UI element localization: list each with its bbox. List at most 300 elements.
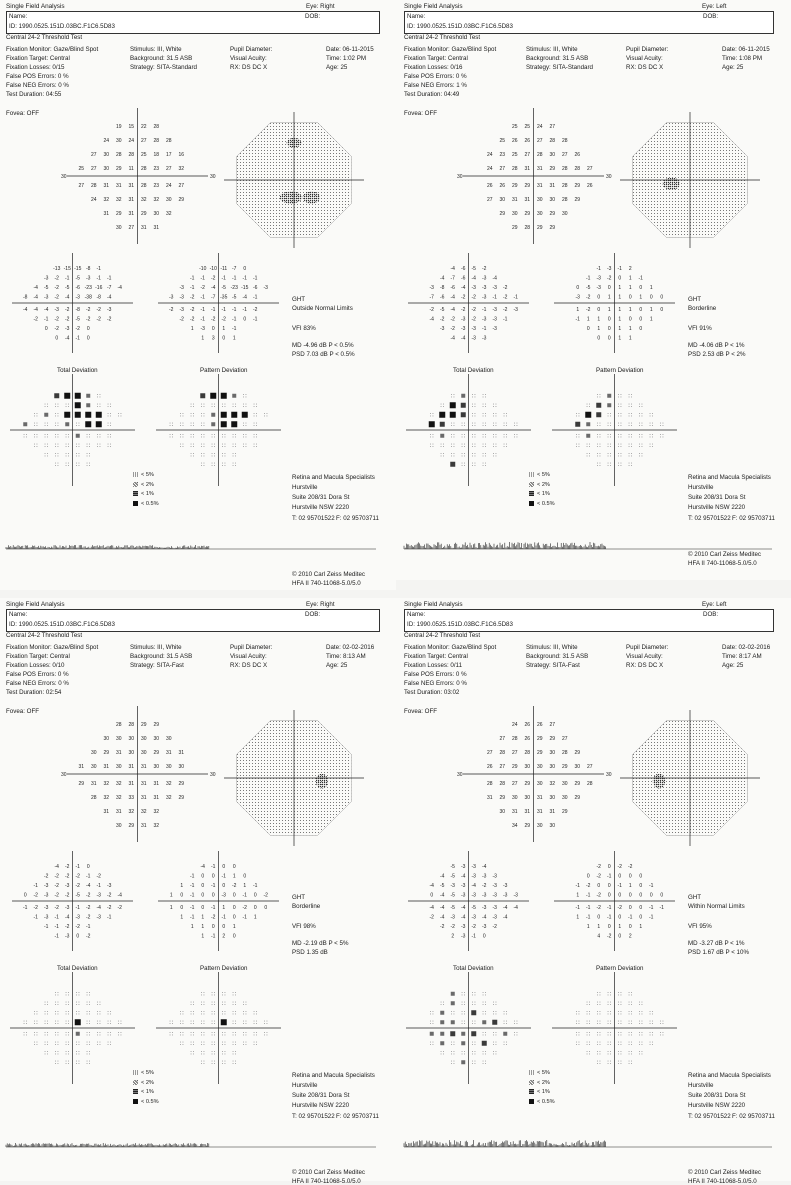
strategy: Strategy: SITA-Standard bbox=[130, 64, 197, 71]
grid-value: 31 bbox=[115, 183, 122, 190]
probability-symbol bbox=[461, 1032, 465, 1036]
probability-symbol bbox=[430, 434, 433, 437]
grid-value: -4 bbox=[471, 883, 476, 890]
grid-value: 26 bbox=[511, 138, 518, 145]
probability-symbol bbox=[608, 434, 611, 437]
grid-value: 30 bbox=[536, 211, 543, 218]
grid-value: -1 bbox=[96, 275, 101, 282]
legend-label: < 2% bbox=[141, 481, 154, 488]
grid-value: 1 bbox=[201, 924, 205, 931]
probability-symbol bbox=[97, 1032, 100, 1035]
fixation-monitor: Fixation Monitor: Gaze/Blind Spot bbox=[404, 644, 497, 651]
grid-value: 30 bbox=[499, 809, 506, 816]
grid-value: 30 bbox=[549, 795, 556, 802]
legend-label: < 0.5% bbox=[141, 1098, 159, 1105]
grid-value: -8 bbox=[75, 307, 80, 314]
probability-symbol bbox=[45, 404, 48, 407]
probability-symbol bbox=[76, 453, 79, 456]
grid-value: 27 bbox=[561, 152, 568, 159]
grid-value: 1 bbox=[618, 294, 622, 301]
probability-symbol bbox=[597, 1002, 600, 1005]
grid-value: -1 bbox=[253, 883, 258, 890]
grid-value: 1 bbox=[586, 316, 590, 323]
probability-symbol bbox=[76, 1051, 79, 1054]
probability-symbol bbox=[64, 393, 70, 399]
pattern-deviation-map bbox=[547, 970, 682, 1086]
grid-value: -2 bbox=[242, 905, 247, 912]
probability-symbol bbox=[493, 453, 496, 456]
grid-value: 28 bbox=[128, 722, 135, 729]
clinic-line: Retina and Macula Specialists bbox=[688, 474, 771, 481]
copyright: © 2010 Carl Zeiss Meditec bbox=[688, 1169, 761, 1176]
legend-item bbox=[529, 1089, 550, 1095]
probability-symbol bbox=[461, 403, 466, 408]
probability-symbol bbox=[66, 1061, 69, 1064]
grid-value: -4 bbox=[440, 892, 445, 899]
grid-value: -4 bbox=[440, 275, 445, 282]
probability-symbol bbox=[472, 394, 475, 397]
grid-value: -2 bbox=[503, 294, 508, 301]
grid-value: 31 bbox=[511, 197, 518, 204]
grid-value: 31 bbox=[153, 795, 160, 802]
grid-value: 0 bbox=[243, 266, 247, 273]
grid-value: -4 bbox=[503, 905, 508, 912]
grid-value: 31 bbox=[486, 795, 493, 802]
grid-value: -1 bbox=[607, 873, 612, 880]
grid-value: 28 bbox=[536, 152, 543, 159]
grid-value: -3 bbox=[450, 883, 455, 890]
test-duration: Test Duration: 04:55 bbox=[6, 91, 62, 98]
grid-value: -3 bbox=[263, 285, 268, 292]
grid-value: -8 bbox=[86, 266, 91, 273]
grid-value: 26 bbox=[499, 183, 506, 190]
grid-value: -4 bbox=[513, 905, 518, 912]
grid-value: -1 bbox=[33, 883, 38, 890]
grid-value: -2 bbox=[86, 307, 91, 314]
grid-value: -2 bbox=[190, 294, 195, 301]
grid-value: 0 bbox=[628, 294, 632, 301]
grid-value: -4 bbox=[65, 294, 70, 301]
grid-value: 0 bbox=[639, 873, 643, 880]
legend-symbol-icon bbox=[133, 491, 138, 496]
grid-value: 30 bbox=[536, 823, 543, 830]
probability-symbol bbox=[650, 1011, 653, 1014]
grid-value: 28 bbox=[499, 781, 506, 788]
probability-symbol bbox=[450, 462, 455, 467]
patient-id-box bbox=[404, 609, 774, 632]
legend-symbol-icon bbox=[133, 501, 138, 506]
probability-symbol bbox=[55, 1032, 58, 1035]
grid-value: 0 bbox=[482, 933, 486, 940]
grid-value: -2 bbox=[232, 883, 237, 890]
grid-value: 28 bbox=[586, 781, 593, 788]
grid-value: -3 bbox=[492, 883, 497, 890]
probability-symbol bbox=[451, 444, 454, 447]
grid-value: -1 bbox=[503, 316, 508, 323]
probability-symbol bbox=[504, 423, 507, 426]
probability-symbol bbox=[472, 463, 475, 466]
probability-symbol bbox=[221, 412, 227, 418]
grid-value: 1 bbox=[222, 326, 226, 333]
grid-value: -5 bbox=[450, 892, 455, 899]
grid-value: -4 bbox=[429, 905, 434, 912]
total-deviation-grid bbox=[401, 848, 536, 954]
device-model: HFA II 740-11068-5.0/5.0 bbox=[688, 1178, 757, 1185]
grid-value: -2 bbox=[503, 285, 508, 292]
grid-value: -1 bbox=[96, 883, 101, 890]
grid-value: 4 bbox=[597, 933, 601, 940]
total-deviation-grid bbox=[5, 848, 140, 954]
probability-symbol bbox=[587, 1011, 590, 1014]
grid-value: -1 bbox=[232, 275, 237, 282]
copyright: © 2010 Carl Zeiss Meditec bbox=[688, 551, 761, 558]
clinic-phone: T: 02 95701522 bbox=[292, 1113, 335, 1120]
probability-symbol bbox=[212, 1042, 215, 1045]
probability-symbol bbox=[201, 1011, 204, 1014]
grid-value: 26 bbox=[574, 152, 581, 159]
probability-symbol bbox=[212, 434, 215, 437]
probability-symbol bbox=[34, 434, 37, 437]
probability-symbol bbox=[233, 463, 236, 466]
grid-value: -2 bbox=[429, 307, 434, 314]
fixation-monitor: Fixation Monitor: Gaze/Blind Spot bbox=[6, 46, 99, 53]
grid-value: -1 bbox=[659, 905, 664, 912]
grid-value: -2 bbox=[429, 914, 434, 921]
grid-value: 0 bbox=[23, 892, 27, 899]
grid-value: -4 bbox=[440, 873, 445, 880]
grid-value: 0 bbox=[639, 316, 643, 323]
grid-value: -2 bbox=[617, 905, 622, 912]
grid-value: 0 bbox=[618, 914, 622, 921]
grid-value: 29 bbox=[536, 750, 543, 757]
grid-value: 30 bbox=[115, 736, 122, 743]
test-name: Central 24-2 Threshold Test bbox=[6, 34, 83, 41]
grid-value: 0 bbox=[211, 873, 215, 880]
test-duration: Test Duration: 03:02 bbox=[404, 689, 460, 696]
grid-value: 1 bbox=[628, 275, 632, 282]
probability-symbol bbox=[440, 1032, 444, 1036]
probability-symbol bbox=[233, 1051, 236, 1054]
grid-value: -4 bbox=[450, 266, 455, 273]
grid-value: -2 bbox=[33, 316, 38, 323]
probability-symbol bbox=[451, 423, 454, 426]
probability-symbol bbox=[514, 1032, 517, 1035]
probability-symbol bbox=[201, 1051, 204, 1054]
grid-value: 28 bbox=[165, 138, 172, 145]
grid-value: -1 bbox=[253, 294, 258, 301]
grid-value: 30 bbox=[536, 781, 543, 788]
probability-symbol bbox=[87, 992, 90, 995]
grid-value: -2 bbox=[471, 307, 476, 314]
grid-value: 25 bbox=[511, 124, 518, 131]
probability-symbol bbox=[221, 421, 227, 427]
grid-value: -3 bbox=[482, 335, 487, 342]
grid-value: -1 bbox=[232, 307, 237, 314]
grid-value: 28 bbox=[524, 750, 531, 757]
grid-value: -7 bbox=[429, 294, 434, 301]
probability-symbol bbox=[629, 394, 632, 397]
grid-value: -6 bbox=[75, 285, 80, 292]
grid-value: -1 bbox=[232, 316, 237, 323]
grid-value: 1 bbox=[607, 294, 611, 301]
probability-symbol bbox=[222, 1011, 225, 1014]
probability-symbol bbox=[254, 434, 257, 437]
grid-value: 29 bbox=[549, 211, 556, 218]
probability-symbol bbox=[191, 1042, 194, 1045]
probability-symbol bbox=[55, 444, 58, 447]
probability-symbol bbox=[608, 1042, 611, 1045]
grid-value: 0 bbox=[201, 905, 205, 912]
grid-value: -1 bbox=[44, 924, 49, 931]
probability-symbol bbox=[483, 1032, 486, 1035]
probability-symbol bbox=[231, 421, 237, 427]
grid-value: -4 bbox=[461, 335, 466, 342]
grid-value: -1 bbox=[23, 905, 28, 912]
legend-symbol-icon bbox=[529, 1089, 534, 1094]
grid-value: 26 bbox=[524, 736, 531, 743]
patient-id-box bbox=[6, 11, 380, 34]
grid-value: -4 bbox=[461, 914, 466, 921]
grid-value: 1 bbox=[649, 307, 653, 314]
probability-symbol bbox=[451, 1051, 454, 1054]
grid-value: -15 bbox=[74, 266, 82, 273]
eye-label: Eye: Left bbox=[702, 3, 727, 10]
probability-symbol bbox=[254, 444, 257, 447]
legend-label: < 0.5% bbox=[537, 500, 555, 507]
grid-value: 29 bbox=[511, 183, 518, 190]
grid-value: -2 bbox=[211, 914, 216, 921]
grid-value: 32 bbox=[178, 166, 185, 173]
probability-symbol bbox=[576, 413, 579, 416]
gaze-tracker bbox=[6, 1133, 376, 1153]
probability-symbol bbox=[191, 453, 194, 456]
probability-symbol bbox=[483, 1002, 486, 1005]
grid-value: 0 bbox=[649, 294, 653, 301]
grid-value: -3 bbox=[482, 316, 487, 323]
grid-value: -7 bbox=[232, 266, 237, 273]
probability-symbol bbox=[45, 434, 48, 437]
grid-value: -1 bbox=[211, 933, 216, 940]
false-pos-errors: False POS Errors: 0 % bbox=[6, 73, 69, 80]
grid-value: 0 bbox=[607, 883, 611, 890]
grid-value: -15 bbox=[241, 285, 249, 292]
probability-symbol bbox=[639, 434, 642, 437]
grid-value: -2 bbox=[54, 316, 59, 323]
patient-id: ID: 1990.0525.151D.03BC.F1C6.5D83 bbox=[9, 23, 115, 30]
grid-value: -1 bbox=[200, 307, 205, 314]
grid-value: 30 bbox=[561, 211, 568, 218]
probability-symbol bbox=[483, 404, 486, 407]
grid-value: 30 bbox=[165, 736, 172, 743]
probability-symbol bbox=[97, 1011, 100, 1014]
axis-label-right: 30 bbox=[210, 772, 216, 778]
probability-symbol bbox=[608, 423, 611, 426]
grid-value: -8 bbox=[96, 294, 101, 301]
mean-deviation: MD -2.19 dB P < 5% bbox=[292, 940, 349, 947]
grid-value: 29 bbox=[153, 750, 160, 757]
grid-value: 31 bbox=[78, 764, 85, 771]
grid-value: -4 bbox=[461, 873, 466, 880]
probability-symbol bbox=[66, 453, 69, 456]
grid-value: -2 bbox=[54, 326, 59, 333]
grid-value: 0 bbox=[639, 883, 643, 890]
legend-label: < 2% bbox=[537, 1079, 550, 1086]
total-deviation-title: Total Deviation bbox=[57, 965, 98, 972]
grid-value: 30 bbox=[153, 736, 160, 743]
probability-symbol bbox=[493, 1042, 496, 1045]
grid-value: 32 bbox=[103, 197, 110, 204]
probability-symbol bbox=[639, 1051, 642, 1054]
probability-symbol bbox=[597, 434, 600, 437]
clinic-line: Hurstville NSW 2220 bbox=[292, 1102, 350, 1109]
report-panel bbox=[0, 0, 396, 590]
grid-value: -2 bbox=[65, 924, 70, 931]
probability-symbol bbox=[191, 1011, 194, 1014]
probability-symbol bbox=[639, 1002, 642, 1005]
clinic-fax: F: 02 95703711 bbox=[732, 515, 775, 522]
grid-value: 1 bbox=[253, 914, 257, 921]
probability-symbol bbox=[576, 434, 579, 437]
grid-value: 29 bbox=[561, 764, 568, 771]
probability-symbol bbox=[233, 434, 236, 437]
grid-value: 30 bbox=[524, 764, 531, 771]
grid-value: -1 bbox=[107, 914, 112, 921]
grid-value: 31 bbox=[524, 197, 531, 204]
grid-value: 32 bbox=[140, 197, 147, 204]
legend-symbol-icon bbox=[133, 482, 138, 487]
grid-value: -4 bbox=[107, 294, 112, 301]
grid-value: 2 bbox=[451, 933, 455, 940]
grid-value: -3 bbox=[75, 914, 80, 921]
probability-symbol bbox=[514, 434, 517, 437]
probability-symbol bbox=[472, 434, 475, 437]
probability-symbol bbox=[471, 1031, 476, 1036]
probability-symbol bbox=[472, 453, 475, 456]
grid-value: -1 bbox=[617, 883, 622, 890]
probability-symbol bbox=[66, 992, 69, 995]
grid-value: -4 bbox=[461, 285, 466, 292]
grid-value: 0 bbox=[232, 892, 236, 899]
ght-label: GHT bbox=[688, 296, 702, 303]
probability-symbol bbox=[201, 992, 204, 995]
grid-value: -2 bbox=[190, 307, 195, 314]
total-deviation-map bbox=[5, 372, 140, 488]
axis-label-left: 30 bbox=[457, 174, 463, 180]
grid-value: -1 bbox=[211, 883, 216, 890]
grid-value: 28 bbox=[574, 166, 581, 173]
false-pos-errors: False POS Errors: 0 % bbox=[404, 671, 467, 678]
grid-value: -1 bbox=[513, 294, 518, 301]
grid-value: -6 bbox=[440, 294, 445, 301]
pattern-deviation-map bbox=[151, 970, 286, 1086]
probability-symbol bbox=[55, 413, 58, 416]
grid-value: -3 bbox=[492, 285, 497, 292]
vfi: VFI 91% bbox=[688, 325, 712, 332]
probability-symbol bbox=[483, 394, 486, 397]
grid-value: 32 bbox=[165, 781, 172, 788]
probability-symbol bbox=[55, 434, 58, 437]
probability-symbol bbox=[597, 453, 600, 456]
probability-symbol bbox=[608, 453, 611, 456]
legend-item bbox=[133, 482, 154, 488]
probability-symbol bbox=[587, 1042, 590, 1045]
probability-symbol bbox=[629, 1032, 632, 1035]
clinic-phone: T: 02 95701522 bbox=[688, 1113, 731, 1120]
legend-symbol-icon bbox=[133, 1089, 138, 1094]
grid-value: 27 bbox=[549, 124, 556, 131]
probability-symbol bbox=[597, 1042, 600, 1045]
grid-value: -4 bbox=[200, 864, 205, 871]
probability-symbol bbox=[514, 423, 517, 426]
grid-value: -4 bbox=[482, 914, 487, 921]
fixation-target: Fixation Target: Central bbox=[6, 55, 70, 62]
grid-value: -6 bbox=[461, 275, 466, 282]
grid-value: 30 bbox=[165, 764, 172, 771]
grid-value: 24 bbox=[486, 152, 493, 159]
probability-symbol bbox=[597, 1061, 600, 1064]
grid-value: 29 bbox=[511, 225, 518, 232]
grid-value: 1 bbox=[576, 892, 580, 899]
probability-symbol bbox=[472, 423, 475, 426]
probability-symbol bbox=[472, 1061, 475, 1064]
grid-value: 28 bbox=[90, 183, 97, 190]
report-panel bbox=[396, 0, 791, 580]
probability-symbol bbox=[462, 1002, 465, 1005]
grid-value: -4 bbox=[450, 335, 455, 342]
probability-symbol bbox=[504, 444, 507, 447]
legend-symbol-icon bbox=[529, 1070, 534, 1075]
probability-symbol bbox=[180, 1011, 183, 1014]
grid-value: -3 bbox=[169, 294, 174, 301]
grid-value: 28 bbox=[511, 736, 518, 743]
eye-label: Eye: Right bbox=[306, 3, 335, 10]
probability-symbol bbox=[222, 463, 225, 466]
grayscale-scotoma bbox=[653, 774, 665, 789]
probability-symbol bbox=[97, 394, 100, 397]
probability-symbol bbox=[618, 1011, 621, 1014]
probability-symbol bbox=[66, 434, 69, 437]
probability-symbol bbox=[55, 1061, 58, 1064]
dob-label: DOB: bbox=[305, 13, 321, 20]
probability-symbol bbox=[514, 1021, 517, 1024]
probability-symbol bbox=[201, 404, 204, 407]
grid-value: -23 bbox=[230, 285, 238, 292]
probability-symbol bbox=[76, 1061, 79, 1064]
probability-symbol bbox=[493, 1011, 496, 1014]
grid-value: -2 bbox=[482, 266, 487, 273]
grid-value: -8 bbox=[440, 285, 445, 292]
grid-value: -15 bbox=[63, 266, 71, 273]
test-time: Time: 8:13 AM bbox=[326, 653, 366, 660]
grid-value: -2 bbox=[44, 873, 49, 880]
grid-value: -4 bbox=[482, 864, 487, 871]
probability-symbol bbox=[96, 421, 102, 427]
grid-value: 32 bbox=[153, 809, 160, 816]
legend-label: < 5% bbox=[141, 1070, 154, 1076]
grid-value: 15 bbox=[128, 124, 135, 131]
false-neg-errors: False NEG Errors: 0 % bbox=[6, 82, 69, 89]
probability-symbol bbox=[85, 412, 91, 418]
probability-symbol bbox=[650, 1042, 653, 1045]
grid-value: -2 bbox=[86, 905, 91, 912]
probability-symbol bbox=[87, 463, 90, 466]
grid-value: 27 bbox=[536, 138, 543, 145]
grid-value: -3 bbox=[596, 275, 601, 282]
probability-symbol bbox=[75, 1019, 81, 1025]
grid-value: 1 bbox=[232, 335, 236, 342]
probability-symbol bbox=[440, 1020, 444, 1024]
probability-symbol bbox=[222, 444, 225, 447]
